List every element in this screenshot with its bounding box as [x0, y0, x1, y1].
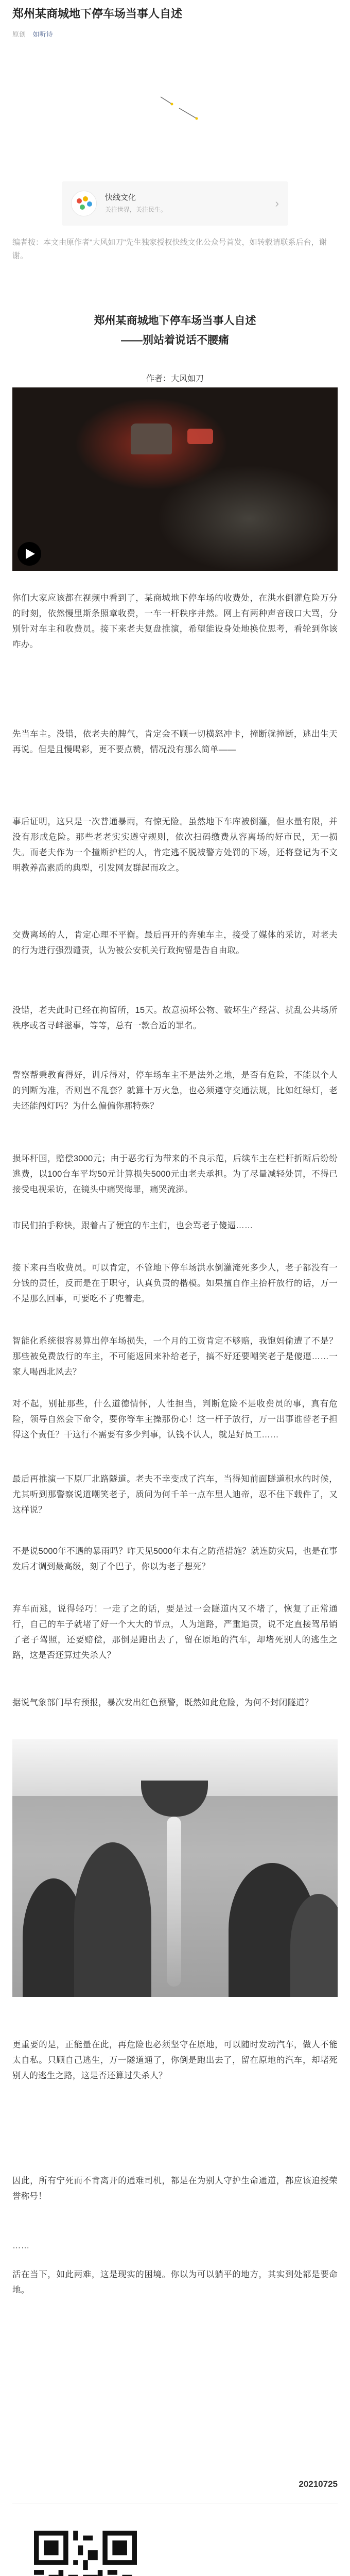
profile-card[interactable] [62, 181, 288, 226]
paragraph-6: 警察帮秉教育得好，训斥得对，停车场车主不是法外之地，是否有危险，不能以个人的判断为准，否则岂不乱套？就算十万火急，也必须遵守交通法规，比如红绿灯，老夫还能闯灯吗？为什么偏偏你那特殊？ [12, 1071, 338, 1111]
article-author: 作者：大风如刀 [146, 375, 204, 383]
chevron-right-icon: › [275, 197, 279, 210]
author-link[interactable]: 如听诗 [32, 30, 53, 38]
profile-avatar [71, 191, 97, 216]
paragraph-5: 没错，老夫此时已经在拘留所，15天。故意损坏公物、破坏生产经营、扰乱公共场所秩序或者寻衅滋事，等等，总有一款合适的罪名。 [12, 1006, 338, 1030]
video-frame-car [131, 423, 172, 454]
paragraph-13: 不是说5000年不遇的暴雨吗？昨天见5000年未有之防范措施？就连防灾局，也是在事发后才调到最高级，刻了个巴子，你以为老子想死？ [12, 1547, 338, 1571]
paragraph-14: 弃车而逃，说得轻巧！一走了之的话，要是过一会隧道内又不堵了，恢复了正常通行，自己的车子就堵了好一个大大的节点，人为道路，严重追责，说不定直接驾吊销了老子驾照，还要赔偿，那倒是跑出去了，留在原地的汽车，却堵死别人的逃生之路，这是否还算过失杀人？ [12, 1604, 338, 1660]
paragraph-10: 智能化系统很容易算出停车场损失，一个月的工资肯定不够赔，我饱妈偷遭了不是？那些被免费放行的车主，不可能返回来补给老子，搞不好还要嘲笑老子是傻逼……一家人喝西北风去？ [12, 1336, 338, 1377]
paragraph-9: 接下来再当收费员。可以肯定，不管地下停车场洪水倒灌淹死多少人，老子都没有一分钱的责任，反而是在于职守，认真负责的楷模。如果擅自作主抬杆放行的话，万一不是那么回事，可要吃不了兜着走。 [12, 1263, 338, 1303]
page-title: 郑州某商城地下停车场当事人自述 [12, 7, 183, 20]
play-icon [26, 549, 35, 559]
paragraph-16: 更重要的是，正能量在此，再危险也必须坚守在原地，可以随时发动汽车，做人不能太自私。只顾自己逃生，万一隧道通了，你倒是跑出去了，留在原地的汽车，却堵死别人的逃生之路，这是否还算过失杀人？ [12, 2040, 338, 2080]
article-subtitle: ——别站着说话不腰痛 [121, 334, 229, 346]
paragraph-15: 据说气象部门早有预报，暴次发出红色预警，既然如此危险，为何不封闭隧道？ [12, 1698, 313, 1707]
original-badge: 原创 [12, 30, 26, 38]
hero-image [12, 45, 338, 183]
article-title: 郑州某商城地下停车场当事人自述 [94, 315, 256, 327]
paragraph-3: 事后证明，这只是一次普通暴雨，有惊无险。虽然地下车库被倒灌，但水量有限，并没有形成危险。那些老老实实遵守规则，依次扫码缴费从容离场的好市民，无一损失。而老夫作为一个撞断护栏的人，肯定逃不脱被警方处罚的下场，还将登记为不文明教养高素质的典型，引发网友群起而攻之。 [12, 817, 338, 873]
profile-desc: 关注世界，关注民生。 [105, 206, 167, 213]
photo-drain-pipe [141, 1781, 208, 1817]
paragraph-8: 市民们拍手称快，跟着占了便宜的车主们，也会骂老子傻逼…… [12, 1221, 253, 1230]
article-photo [12, 1739, 338, 1997]
article-meta [12, 29, 53, 39]
paragraph-2: 先当车主。没错，依老夫的脾气，肯定会不顾一切横怒冲卡，撞断就撞断，逃出生天再说。但是且慢喝彩，更不要点赞，情况没有那么简单—— [12, 730, 338, 754]
paragraph-17: 因此，所有宁死而不肯离开的通难司机，都是在为别人守护生命通道，都应该追授荣誉称号！ [12, 2176, 338, 2201]
paragraph-4: 交费离场的人，肯定心理不平衡。最后再开的奔驰车主，接受了媒体的采访，对老夫的行为进行强烈谴责，认为被公安机关行政拘留是告自由取。 [12, 930, 338, 955]
photo-water-stream [167, 1817, 181, 1987]
paragraph-12: 最后再推演一下原厂北路隧道。老夫不幸变成了汽车，当得知前面隧道积水的时候，尤其听到那警察说道嘲笑老子，质问为何千羊一点车里人迪帝，忍不住下载件了，又这样说？ [12, 1475, 338, 1515]
editor-note: 编者按：本文由原作者"大风如刀"先生独家授权快线文化公众号首发，如转载请联系后台，谢谢。 [12, 238, 327, 260]
paragraph-11: 对不起，别扯那些，什么道德情怀，人性担当，判断危险不是收费员的事，真有危险，领导自然会下命令，要你等车主操那份心！这一杆子放行，万一出事谁替老子担得这个责任？干这行不需要有多少判事，认钱不认人，就是好员工…… [12, 1399, 338, 1439]
play-button[interactable] [18, 542, 41, 566]
paragraph-ellipsis: …… [12, 2241, 30, 2250]
profile-name: 快线文化 [105, 193, 136, 202]
paragraph-1: 你们大家应该都在视频中看到了，某商城地下停车场的收费处，在洪水倒灌危险万分的时刻，依然慢里斯条照章收费，一车一杆秩序井然。网上有两种声音破口大骂，分别针对车主和收费员。接下来老夫复盘推演，希望能设身处地换位思考，看轮到你该咋办。 [12, 594, 338, 649]
qr-code-icon[interactable] [34, 2531, 137, 2576]
video-frame-water [156, 465, 338, 571]
paragraph-7: 损坏杆国，赔偿3000元；由于恶劣行为带来的不良示范，后续车主在栏杆折断后纷纷逃费，以100台车平均50元计算损失5000元由老夫承担。为了尽量减轻处罚，不得已接受电视采访，在镜头中痛哭悔罪，痛哭流涕。 [12, 1154, 338, 1194]
paragraph-18: 活在当下，如此两难，这是现实的困境。你以为可以躺平的地方，其实到处都是要命地。 [12, 2270, 338, 2295]
video-frame-taillight [187, 429, 213, 444]
article-date: 20210725 [299, 2479, 338, 2489]
video-player[interactable] [12, 387, 338, 571]
pen-sketch-icon [156, 92, 203, 123]
